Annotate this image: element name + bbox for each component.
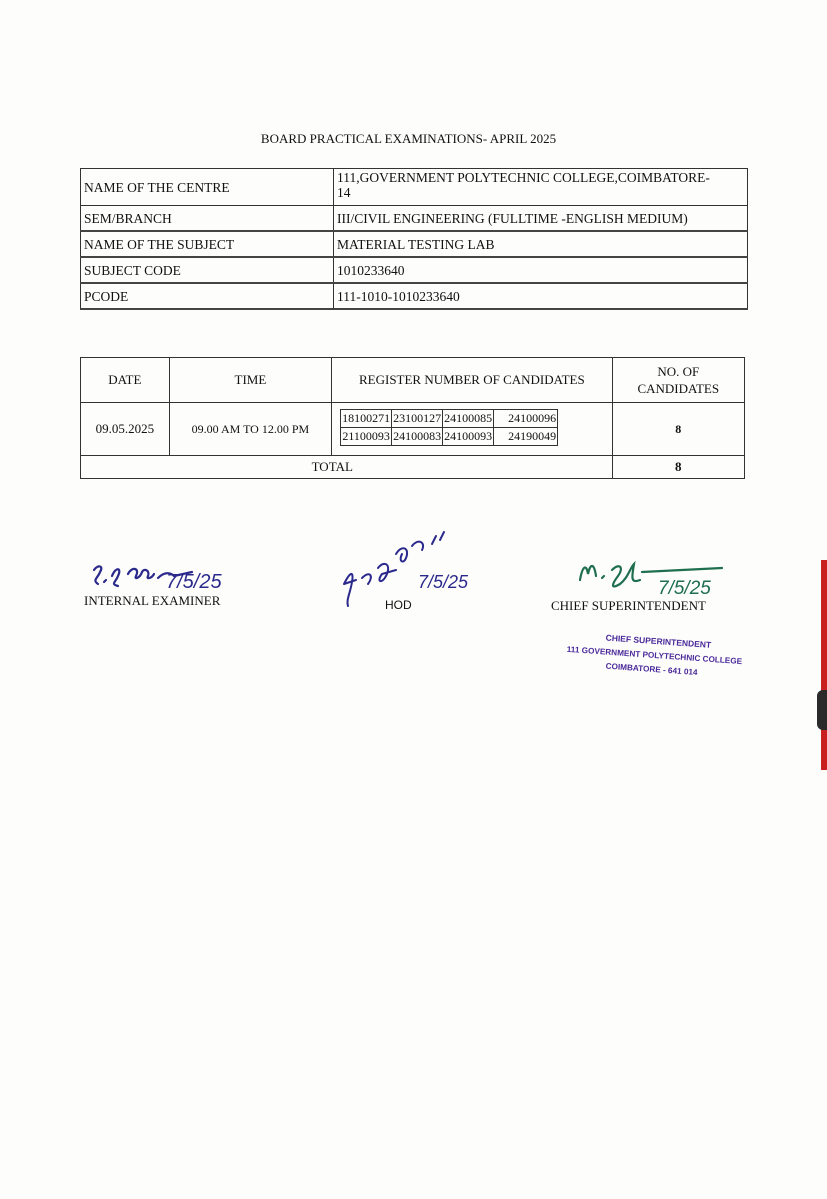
stamp-line-1: CHIEF SUPERINTENDENT xyxy=(605,632,712,650)
label-sem-branch: SEM/BRANCH xyxy=(81,206,334,232)
page-edge-dark xyxy=(817,690,827,730)
table-row xyxy=(81,206,748,232)
register-number: 24100083 xyxy=(392,427,443,445)
value-sem-branch: III/CIVIL ENGINEERING (FULLTIME -ENGLISH MEDIUM) xyxy=(334,206,748,232)
exam-date: 09.05.2025 xyxy=(81,403,170,456)
hod-label: HOD xyxy=(385,598,412,612)
value-subject: MATERIAL TESTING LAB xyxy=(334,231,748,257)
header-count: NO. OF CANDIDATES xyxy=(612,358,744,403)
chief-handwriting: 7/5/25 xyxy=(658,578,711,599)
register-number: 18100271 xyxy=(341,409,392,427)
register-number: 24100093 xyxy=(443,427,494,445)
label-subject: NAME OF THE SUBJECT xyxy=(81,231,334,257)
label-pcode: PCODE xyxy=(81,283,334,309)
header-register: REGISTER NUMBER OF CANDIDATES xyxy=(332,358,612,403)
total-row xyxy=(81,456,745,479)
total-value: 8 xyxy=(612,456,744,479)
register-number: 21100093 xyxy=(341,427,392,445)
total-label: TOTAL xyxy=(81,456,613,479)
value-pcode: 111-1010-1010233640 xyxy=(334,283,748,309)
exam-time: 09.00 AM TO 12.00 PM xyxy=(169,403,332,456)
internal-examiner-label: INTERNAL EXAMINER xyxy=(84,593,221,608)
register-number: 24100096 xyxy=(494,409,558,427)
register-row xyxy=(341,409,558,427)
table-header-row xyxy=(81,358,745,403)
register-numbers xyxy=(332,403,612,456)
table-row xyxy=(81,169,748,206)
internal-handwriting: 7/5/25 xyxy=(166,571,222,593)
hod-handwriting: 7/5/25 xyxy=(418,572,469,592)
label-subject-code: SUBJECT CODE xyxy=(81,257,334,283)
register-number-grid xyxy=(340,409,558,446)
table-row xyxy=(81,403,745,456)
header-time: TIME xyxy=(169,358,332,403)
table-row xyxy=(81,283,748,309)
register-number: 24100085 xyxy=(443,409,494,427)
register-number: 24190049 xyxy=(494,427,558,445)
value-subject-code: 1010233640 xyxy=(334,257,748,283)
label-centre: NAME OF THE CENTRE xyxy=(81,169,334,206)
official-stamp xyxy=(560,626,749,701)
register-row xyxy=(341,427,558,445)
chief-superintendent-label: CHIEF SUPERINTENDENT xyxy=(551,598,706,613)
table-row xyxy=(81,231,748,257)
candidate-count: 8 xyxy=(612,403,744,456)
centre-details-table xyxy=(80,168,748,310)
exam-schedule-table xyxy=(80,357,745,479)
register-number: 23100127 xyxy=(392,409,443,427)
stamp-line-2: 111 GOVERNMENT POLYTECHNIC COLLEGE xyxy=(566,644,743,667)
stamp-line-3: COIMBATORE - 641 014 xyxy=(605,661,698,678)
value-centre: 111,GOVERNMENT POLYTECHNIC COLLEGE,COIMBATORE- 14 xyxy=(334,169,748,206)
internal-examiner-signature xyxy=(88,556,238,598)
table-row xyxy=(81,257,748,283)
page-edge-red xyxy=(821,560,827,770)
document-title: BOARD PRACTICAL EXAMINATIONS- APRIL 2025 xyxy=(260,131,557,146)
header-date: DATE xyxy=(81,358,170,403)
hod-signature xyxy=(340,524,490,608)
